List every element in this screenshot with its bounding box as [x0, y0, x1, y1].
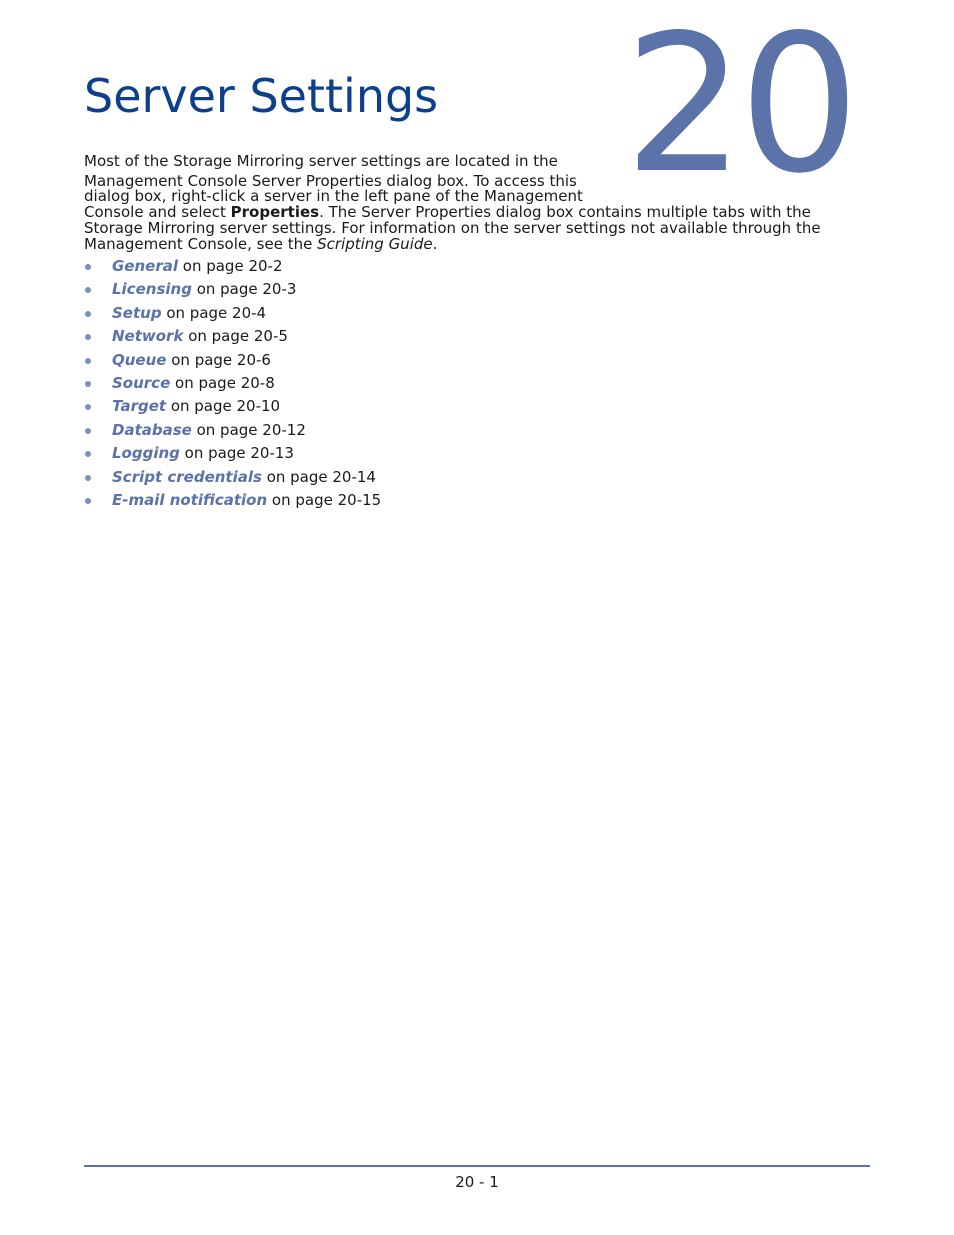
- bullet-icon: [85, 451, 91, 457]
- section-link-list: [84, 255, 381, 512]
- bullet-icon: [85, 475, 91, 481]
- link-email-notification[interactable]: E-mail notification: [112, 490, 268, 509]
- bullet-icon: [85, 404, 91, 410]
- page-reference: on page 20-12: [191, 420, 306, 439]
- list-item: [84, 372, 381, 395]
- bullet-icon: [85, 358, 91, 364]
- intro-line: Storage Mirroring server settings. For information on the server settings not available through the: [84, 219, 821, 237]
- page-reference: on page 20-13: [179, 444, 294, 463]
- list-item: [84, 255, 381, 278]
- list-item: [84, 302, 381, 325]
- footer-divider: [84, 1165, 870, 1167]
- link-setup[interactable]: Setup: [112, 303, 162, 322]
- link-licensing[interactable]: Licensing: [112, 280, 192, 299]
- intro-paragraph-bottom: [84, 188, 874, 252]
- page-reference: on page 20-8: [170, 373, 275, 392]
- link-logging[interactable]: Logging: [112, 444, 180, 463]
- list-item: [84, 489, 381, 512]
- page-reference: on page 20-6: [166, 350, 271, 369]
- list-item: [84, 419, 381, 442]
- intro-paragraph-top: [84, 151, 614, 191]
- intro-line: dialog box, right-click a server in the left pane of the Management: [84, 187, 583, 205]
- intro-line: [84, 204, 874, 220]
- bullet-icon: [85, 287, 91, 293]
- link-source[interactable]: Source: [112, 373, 171, 392]
- bullet-icon: [85, 334, 91, 340]
- list-item: [84, 349, 381, 372]
- bullet-icon: [85, 381, 91, 387]
- intro-line: Management Console Server Properties dialog box. To access this: [84, 172, 577, 190]
- properties-term: Properties: [230, 203, 320, 221]
- link-general[interactable]: General: [112, 257, 178, 275]
- intro-text: .: [432, 235, 438, 253]
- page-title: Server Settings: [84, 69, 439, 123]
- link-script-credentials[interactable]: Script credentials: [112, 467, 262, 486]
- page-reference: on page 20-2: [178, 257, 283, 275]
- intro-text: . The Server Properties dialog box contains multiple tabs with the: [319, 203, 811, 221]
- page-reference: on page 20-10: [166, 397, 281, 416]
- intro-text: Management Console, see the: [84, 235, 318, 253]
- scripting-guide-reference: Scripting Guide: [317, 235, 433, 253]
- intro-line: [84, 236, 874, 252]
- bullet-icon: [85, 264, 91, 270]
- list-item: [84, 325, 381, 348]
- list-item: [84, 466, 381, 489]
- page-reference: on page 20-15: [267, 490, 382, 509]
- bullet-icon: [85, 498, 91, 504]
- link-queue[interactable]: Queue: [112, 350, 167, 369]
- page-reference: on page 20-5: [183, 327, 288, 346]
- link-network[interactable]: Network: [112, 327, 184, 346]
- intro-text: Console and select: [84, 203, 231, 221]
- chapter-number: 20: [624, 0, 854, 215]
- bullet-icon: [85, 428, 91, 434]
- list-item: [84, 442, 381, 465]
- intro-line: Most of the Storage Mirroring server settings are located in the: [84, 152, 558, 170]
- bullet-icon: [85, 311, 91, 317]
- page-number: 20 - 1: [455, 1173, 499, 1191]
- link-target[interactable]: Target: [112, 397, 167, 416]
- list-item: [84, 395, 381, 418]
- list-item: [84, 278, 381, 301]
- link-database[interactable]: Database: [112, 420, 192, 439]
- page-reference: on page 20-14: [261, 467, 376, 486]
- page-reference: on page 20-3: [191, 280, 297, 299]
- page-reference: on page 20-4: [161, 303, 267, 322]
